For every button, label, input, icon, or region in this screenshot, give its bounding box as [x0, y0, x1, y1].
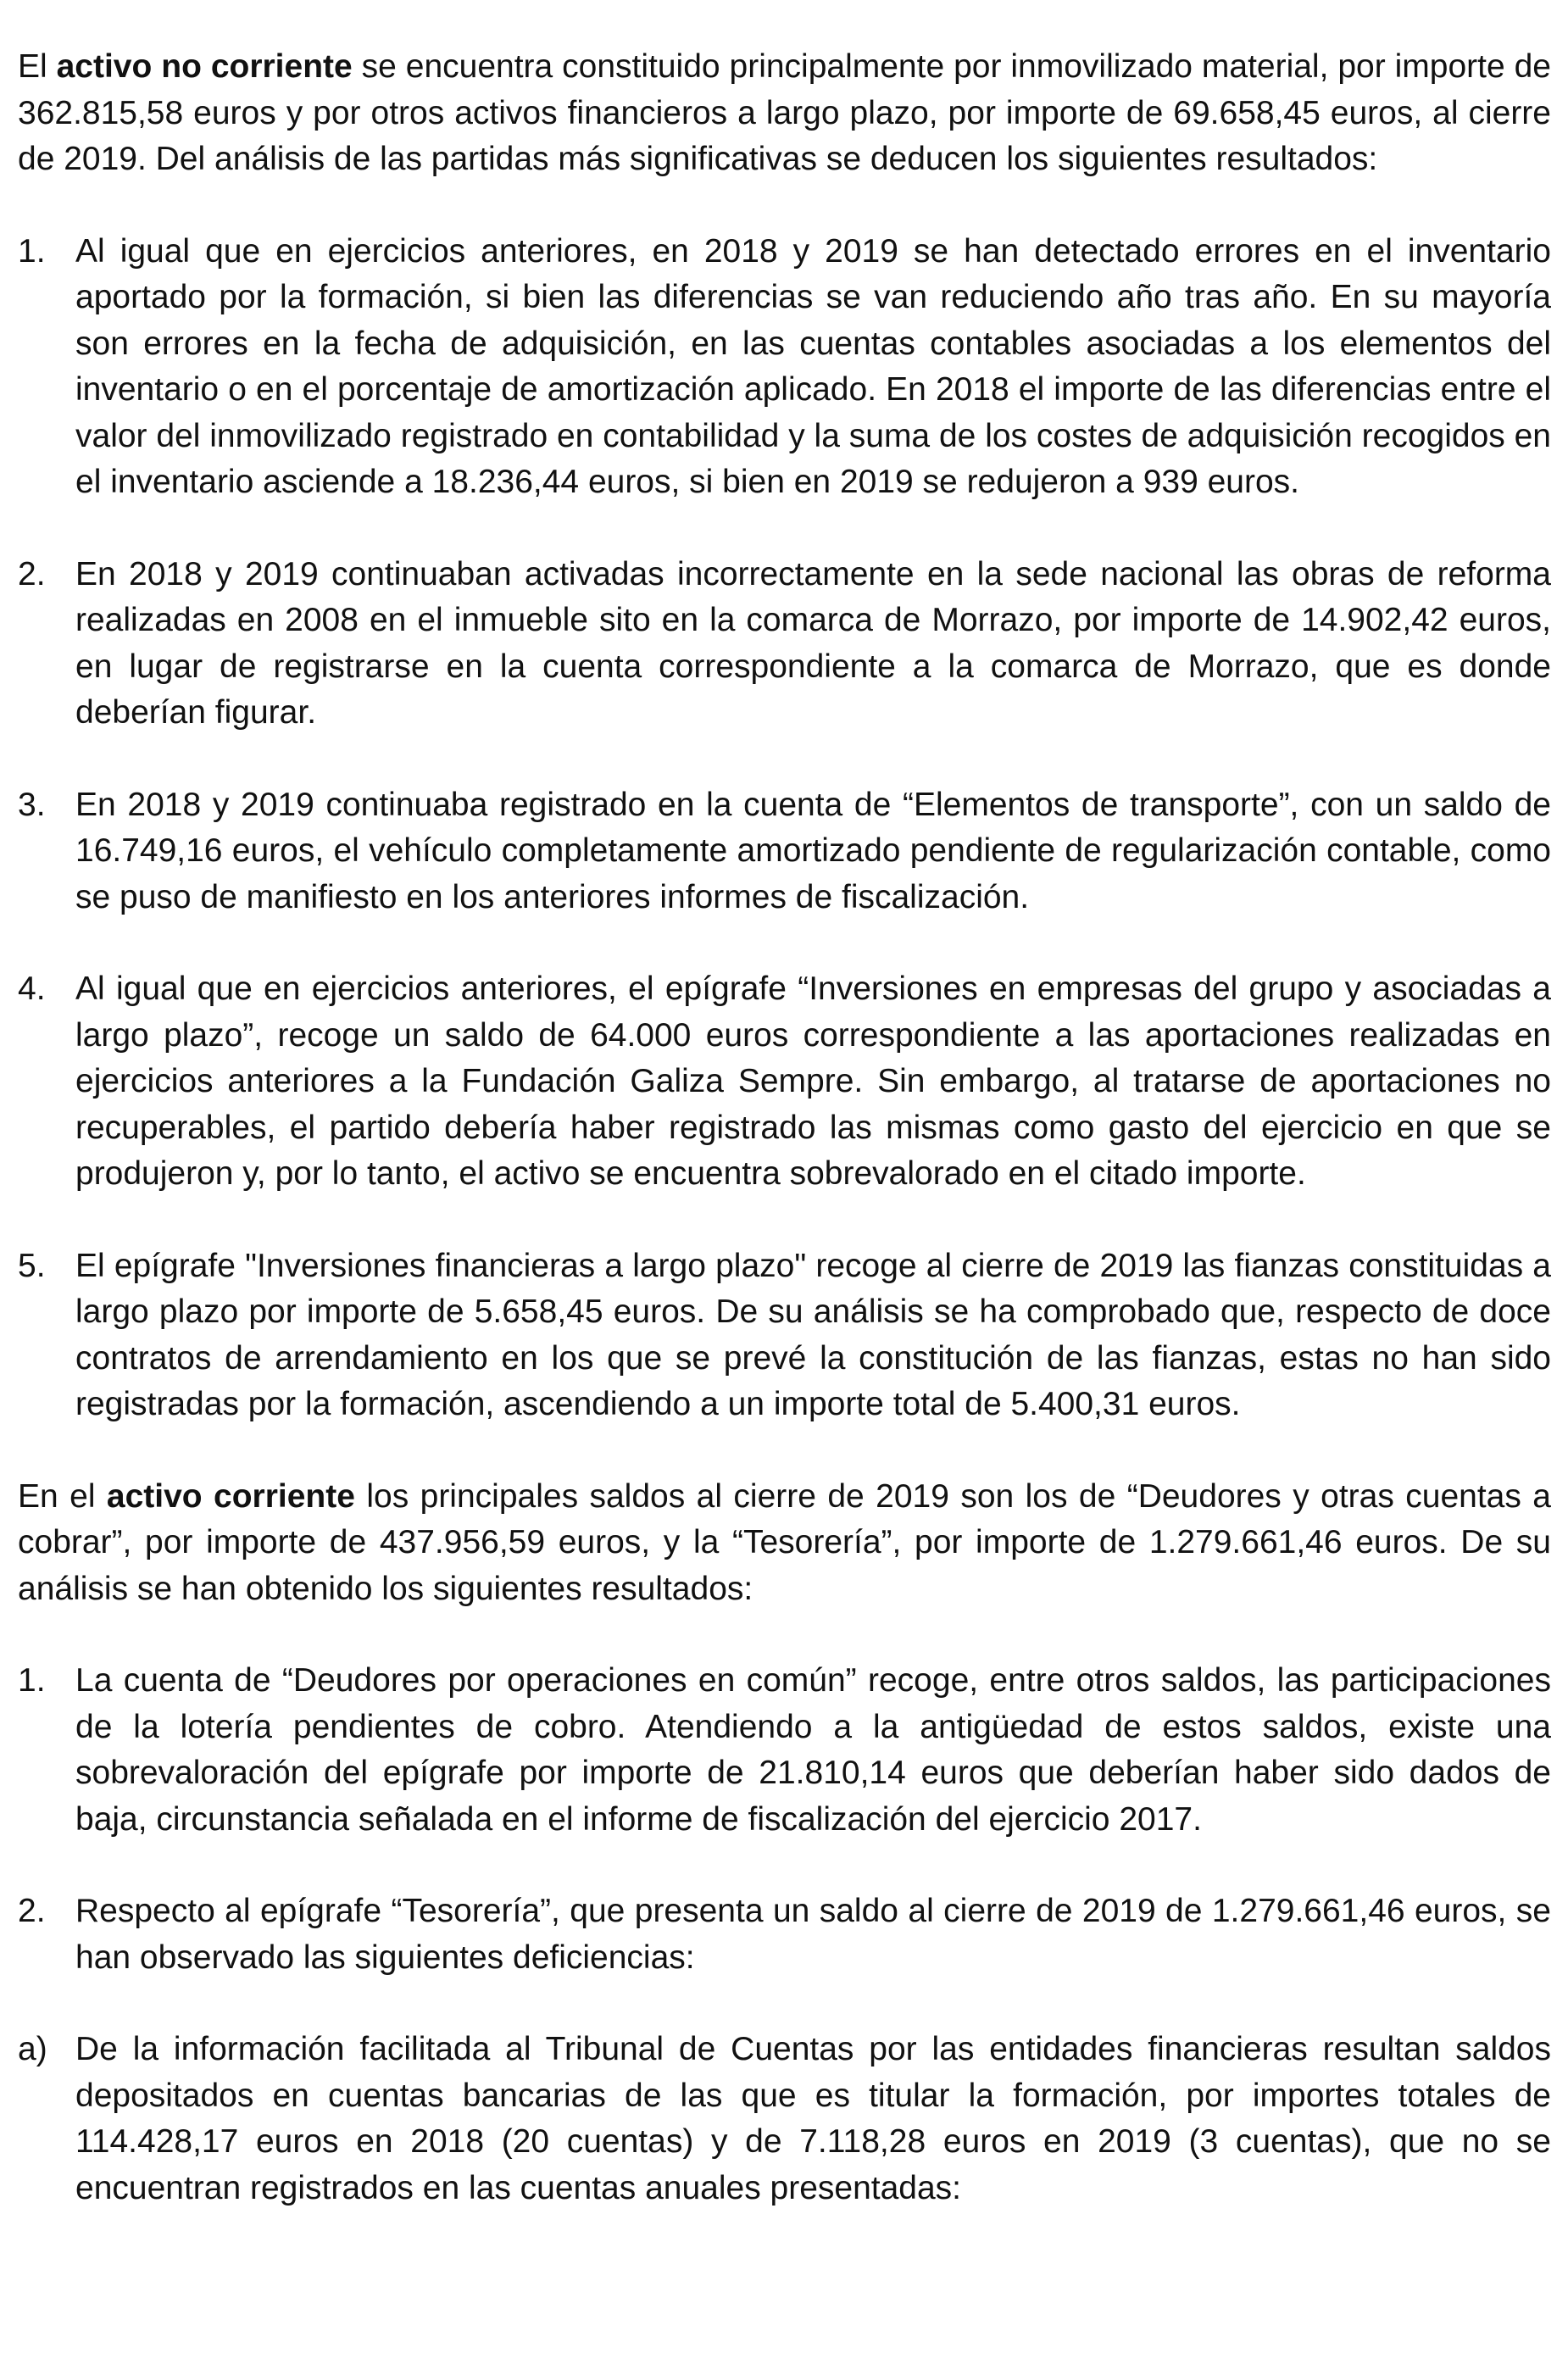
sublist-tesoreria: [18, 2027, 1551, 2211]
list-item: [18, 229, 1551, 506]
list-item: [18, 966, 1551, 1198]
paragraph-activo-no-corriente: [18, 44, 1551, 183]
paragraph-text: En el: [18, 1477, 107, 1515]
paragraph-text: se encuentra constituido principalmente por inmovilizado material, por importe de 362.815,58 euros y por otros activos financieros a largo plazo, por importe de 69.658,45 euros, al cierre de 2019. Del análisis de las partidas más significativas se deducen los siguientes resultados:: [18, 48, 1551, 177]
list-item: [18, 1658, 1551, 1843]
sublist-letter: a): [18, 2031, 47, 2067]
list-text: Al igual que en ejercicios anteriores, el epígrafe “Inversiones en empresas del grupo y asociadas a largo plazo”, recoge un saldo de 64.000 euros correspondiente a las aportaciones realizadas en ejercicios anteriores a la Fundación Galiza Sempre. Sin embargo, al tratarse de aportaciones no recuperables, el partido debería haber registrado las mismas como gasto del ejercicio en que se produjeron y, por lo tanto, el activo se encuentra sobrevalorado en el citado importe.: [75, 971, 1551, 1192]
list-text: En 2018 y 2019 continuaba registrado en la cuenta de “Elementos de transporte”, con un saldo de 16.749,16 euros, el vehículo completamente amortizado pendiente de regularización contable, como se puso de manifiesto en los anteriores informes de fiscalización.: [75, 786, 1551, 915]
sublist-text: De la información facilitada al Tribunal de Cuentas por las entidades financieras resultan saldos depositados en cuentas bancarias de las que es titular la formación, por importes totales de 114.428,17 euros en 2018 (20 cuentas) y de 7.118,28 euros en 2019 (3 cuentas), que no se encuentran registrados en las cuentas anuales presentadas:: [75, 2031, 1551, 2206]
list-text: Al igual que en ejercicios anteriores, en 2018 y 2019 se han detectado errores en el inventario aportado por la formación, si bien las diferencias se van reduciendo año tras año. En su mayoría son errores en la fecha de adquisición, en las cuentas contables asociadas a los elementos del inventario o en el porcentaje de amortización aplicado. En 2018 el importe de las diferencias entre el valor del inmovilizado registrado en contabilidad y la suma de los costes de adquisición recogidos en el inventario asciende a 18.236,44 euros, si bien en 2019 se redujeron a 939 euros.: [75, 232, 1551, 500]
list-item: [18, 1889, 1551, 1981]
paragraph-text: El: [18, 48, 57, 85]
list-number: 4.: [18, 971, 46, 1007]
list-text: El epígrafe "Inversiones financieras a largo plazo" recoge al cierre de 2019 las fianzas constituidas a largo plazo por importe de 5.658,45 euros. De su análisis se ha comprobado que, respecto de doce contratos de arrendamiento en los que se prevé la constitución de las fianzas, estas no han sido registradas por la formación, ascendiendo a un importe total de 5.400,31 euros.: [75, 1247, 1551, 1422]
list-number: 1.: [18, 232, 46, 270]
paragraph-text: los principales saldos al cierre de 2019 son los de “Deudores y otras cuentas a cobrar”, por importe de 437.956,59 euros, y la “Tesorería”, por importe de 1.279.661,46 euros. De su análisis se han obtenido los siguientes resultados:: [18, 1477, 1551, 1607]
list-item: [18, 1243, 1551, 1428]
list-text: La cuenta de “Deudores por operaciones en común” recoge, entre otros saldos, las participaciones de la lotería pendientes de cobro. Atendiendo a la antigüedad de estos saldos, existe una sobrevaloración del epígrafe por importe de 21.810,14 euros que deberían haber sido dados de baja, circunstancia señalada en el informe de fiscalización del ejercicio 2017.: [75, 1662, 1551, 1838]
bold-term: activo no corriente: [56, 48, 353, 85]
document-page: [18, 44, 1551, 2211]
paragraph-activo-corriente: [18, 1474, 1551, 1613]
list-activo-no-corriente: [18, 229, 1551, 1428]
list-activo-corriente: [18, 1658, 1551, 1981]
list-number: 1.: [18, 1662, 46, 1699]
bold-term: activo corriente: [106, 1477, 355, 1515]
list-number: 3.: [18, 786, 46, 823]
list-number: 5.: [18, 1247, 46, 1284]
list-text: En 2018 y 2019 continuaban activadas incorrectamente en la sede nacional las obras de reforma realizadas en 2008 en el inmueble sito en la comarca de Morrazo, por importe de 14.902,42 euros, en lugar de registrarse en la cuenta correspondiente a la comarca de Morrazo, que es donde deberían figurar.: [75, 555, 1551, 731]
list-number: 2.: [18, 1893, 46, 1929]
list-item: [18, 552, 1551, 737]
sublist-item: [18, 2027, 1551, 2211]
list-item: [18, 782, 1551, 921]
list-text: Respecto al epígrafe “Tesorería”, que presenta un saldo al cierre de 2019 de 1.279.661,46 euros, se han observado las siguientes deficiencias:: [75, 1893, 1551, 1976]
list-number: 2.: [18, 555, 46, 592]
